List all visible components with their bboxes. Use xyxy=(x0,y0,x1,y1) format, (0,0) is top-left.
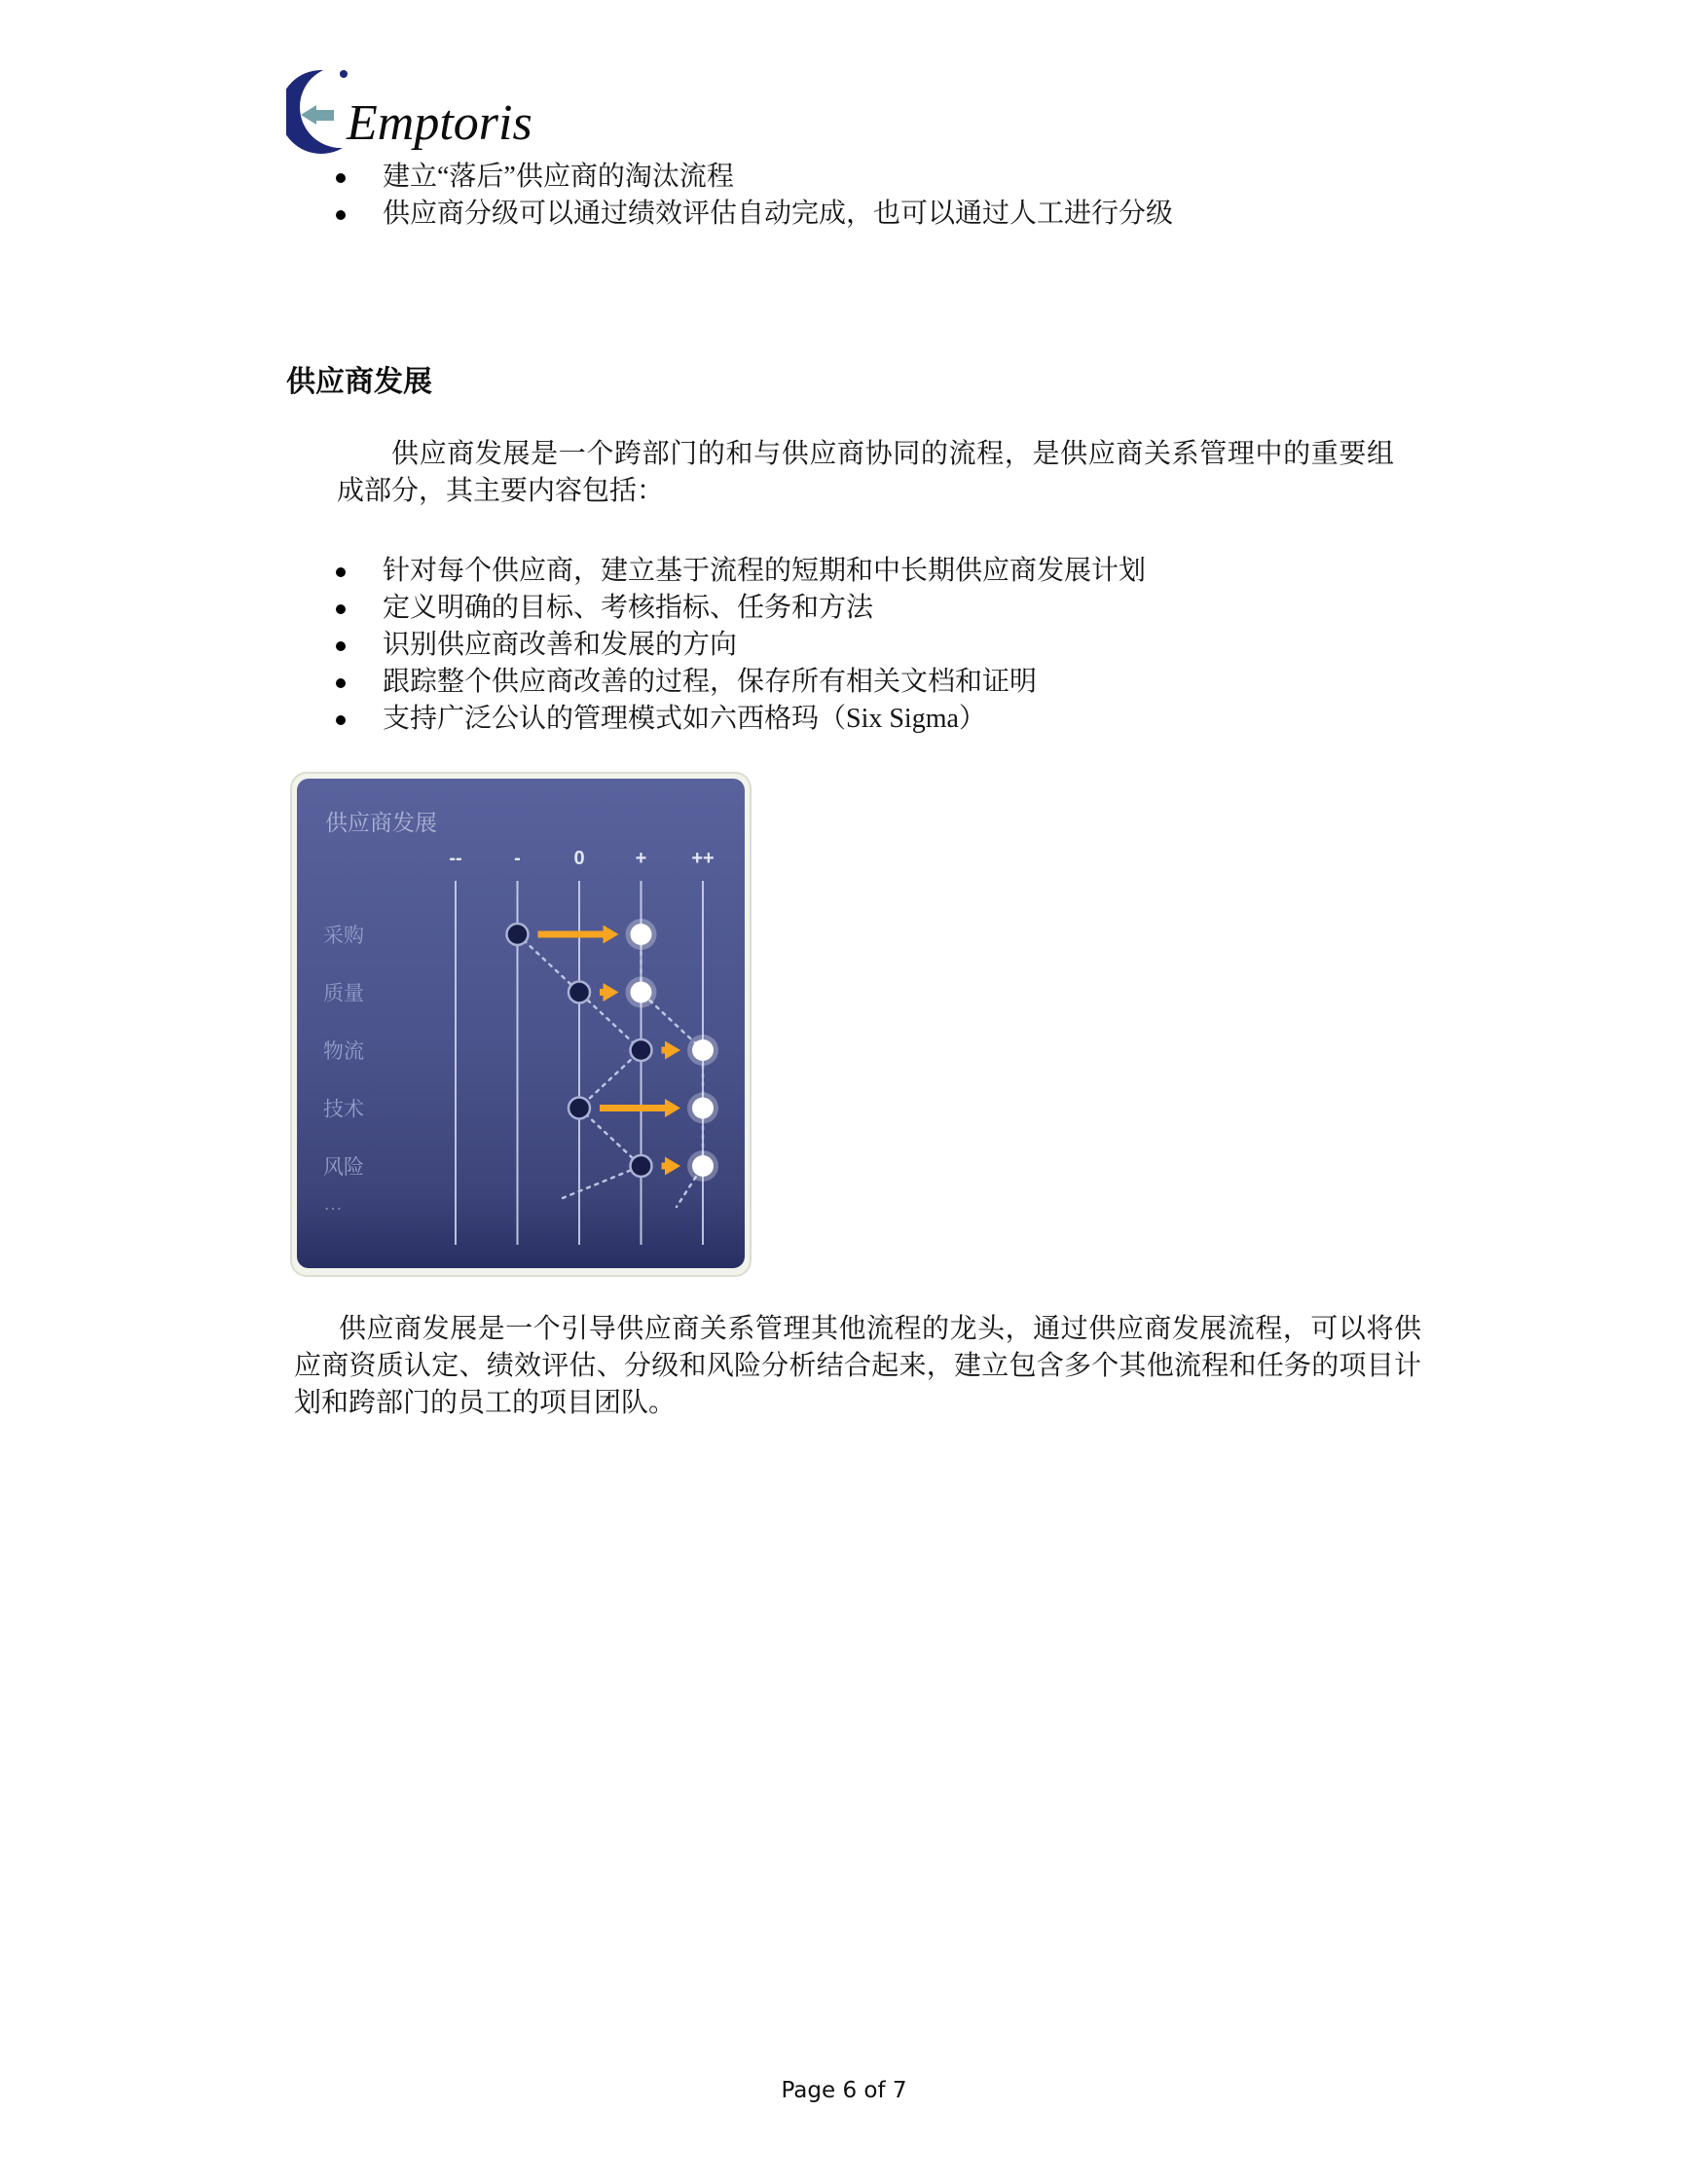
list-item: 识别供应商改善和发展的方向 xyxy=(332,627,1335,664)
chart-target-dot xyxy=(692,1039,714,1061)
list-item: 建立“落后”供应商的淘汰流程 xyxy=(332,159,1305,196)
chart-target-dot xyxy=(631,924,652,945)
chart-target-dot xyxy=(692,1098,714,1119)
chart-target-dot xyxy=(692,1155,714,1177)
chart-row-label: 质量 xyxy=(323,982,364,1005)
chart-row-label: 采购 xyxy=(323,925,364,947)
chart-scale-label: - xyxy=(514,848,521,869)
emptoris-logo xyxy=(286,64,555,162)
chart-row-label: 物流 xyxy=(323,1040,364,1063)
paragraph: 供应商发展是一个引导供应商关系管理其他流程的龙头，通过供应商发展流程，可以将供应商资质认定、绩效评估、分级和风险分析结合起来，建立包含多个其他流程和任务的项目计划和跨部门的员工的项目团队。 xyxy=(294,1314,1421,1418)
section-heading: 供应商发展 xyxy=(286,366,432,398)
chart-current-dot xyxy=(569,1098,590,1119)
chart-row-label: 技术 xyxy=(323,1098,364,1121)
development-bullet-list xyxy=(332,553,1335,738)
chart-row-label: … xyxy=(323,1193,343,1215)
chart-scale-label: + xyxy=(635,848,647,869)
paragraph: 供应商发展是一个跨部门的和与供应商协同的流程，是供应商关系管理中的重要组成部分，其主要内容包括： xyxy=(337,439,1394,506)
chart-target-dot xyxy=(631,982,652,1003)
footer-page-number: Page 6 of 7 xyxy=(781,2078,907,2103)
list-item: 支持广泛公认的管理模式如六西格玛（Six Sigma） xyxy=(332,701,1335,738)
list-item: 定义明确的目标、考核指标、任务和方法 xyxy=(332,590,1335,627)
chart-current-dot xyxy=(631,1155,652,1177)
list-item: 针对每个供应商，建立基于流程的短期和中长期供应商发展计划 xyxy=(332,553,1335,590)
chart-current-dot xyxy=(631,1039,652,1061)
logo-text: Emptoris xyxy=(347,95,532,151)
list-item: 跟踪整个供应商改善的过程，保存所有相关文档和证明 xyxy=(332,664,1335,701)
list-item: 供应商分级可以通过绩效评估自动完成，也可以通过人工进行分级 xyxy=(332,196,1305,233)
chart-panel xyxy=(297,779,745,1268)
chart-current-dot xyxy=(507,924,529,945)
intro-bullet-list xyxy=(332,159,1305,233)
chart-current-dot xyxy=(569,982,590,1003)
chart-scale-label: 0 xyxy=(573,848,585,869)
chart-scale-label: -- xyxy=(449,848,462,869)
chart-title: 供应商发展 xyxy=(325,810,437,835)
chart-row-label: 风险 xyxy=(323,1156,364,1179)
supplier-development-chart xyxy=(290,772,752,1277)
chart-canvas xyxy=(290,772,752,1277)
chart-scale-label: ++ xyxy=(691,848,715,869)
